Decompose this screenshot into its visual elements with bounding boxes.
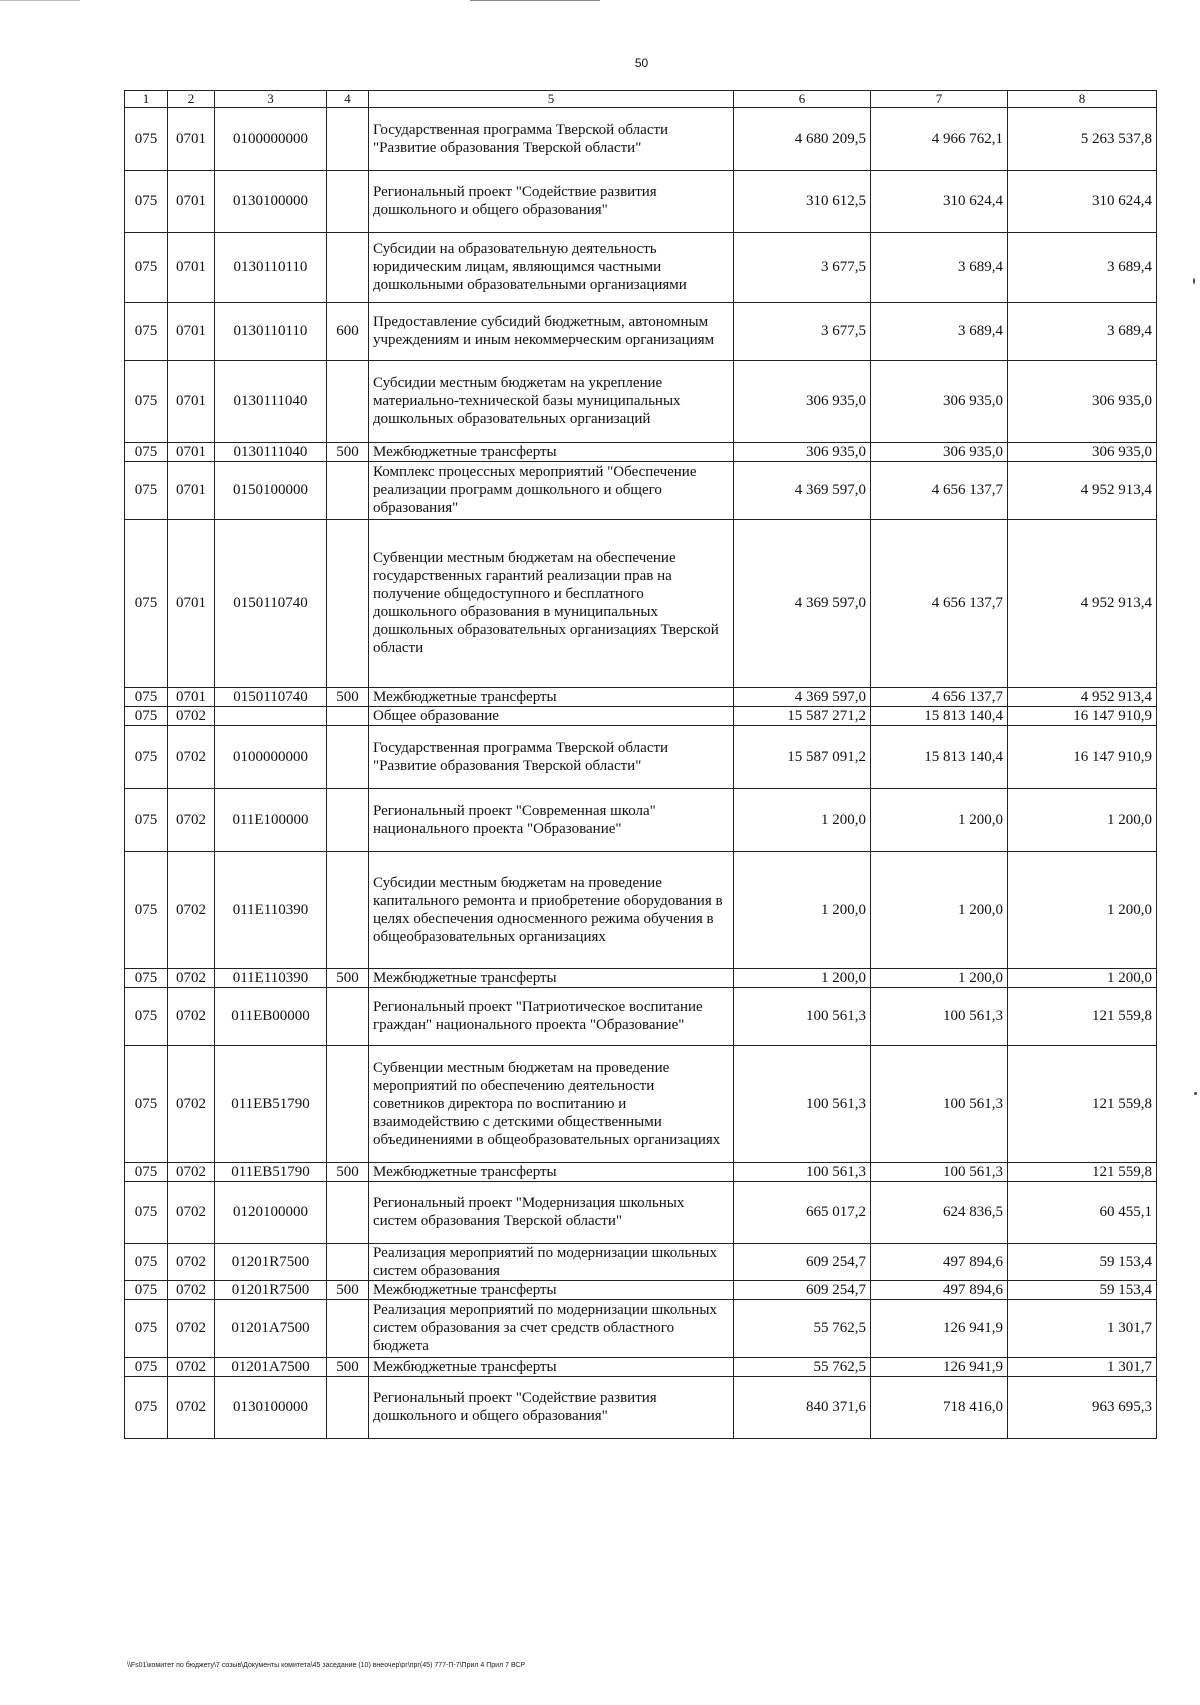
table-row: [125, 788, 1157, 851]
section-code: 0702: [168, 1045, 215, 1162]
expense-type-code: 500: [327, 442, 369, 461]
amount-year-1: 100 561,3: [734, 1045, 871, 1162]
amount-year-2: 1 200,0: [871, 788, 1008, 851]
description: Межбюджетные трансферты: [369, 1357, 734, 1376]
table-row: [125, 725, 1157, 788]
amount-year-3: 16 147 910,9: [1008, 725, 1157, 788]
section-code: 0702: [168, 725, 215, 788]
amount-year-1: 100 561,3: [734, 987, 871, 1045]
budget-chapter-code: 075: [125, 1376, 168, 1438]
budget-table: [124, 90, 1157, 1439]
budget-chapter-code: 075: [125, 851, 168, 968]
footer-file-path: \\Fs01\комитет по бюджету\7 созыв\Документы комитета\45 заседание (10) внеочер\рг\прг(45) 777-П-7\Прил 4 Прил 7 ВСР: [127, 1662, 526, 1669]
amount-year-3: 16 147 910,9: [1008, 706, 1157, 725]
description: Региональный проект "Содействие развития дошкольного и общего образования": [369, 1376, 734, 1438]
description: Субсидии на образовательную деятельность юридическим лицам, являющимся частными дошкольными образовательными организациями: [369, 232, 734, 302]
expense-type-code: [327, 1376, 369, 1438]
amount-year-2: 126 941,9: [871, 1357, 1008, 1376]
amount-year-2: 3 689,4: [871, 302, 1008, 360]
description: Региональный проект "Содействие развития дошкольного и общего образования": [369, 170, 734, 232]
budget-chapter-code: 075: [125, 706, 168, 725]
section-code: 0702: [168, 1376, 215, 1438]
amount-year-2: 1 200,0: [871, 851, 1008, 968]
budget-chapter-code: 075: [125, 1045, 168, 1162]
amount-year-1: 55 762,5: [734, 1299, 871, 1357]
section-code: 0702: [168, 1280, 215, 1299]
expense-type-code: [327, 170, 369, 232]
expense-type-code: [327, 461, 369, 519]
budget-chapter-code: 075: [125, 1162, 168, 1181]
section-code: 0701: [168, 442, 215, 461]
amount-year-1: 100 561,3: [734, 1162, 871, 1181]
expense-type-code: [327, 1243, 369, 1280]
section-code: 0702: [168, 1357, 215, 1376]
budget-chapter-code: 075: [125, 1243, 168, 1280]
expense-type-code: [327, 1045, 369, 1162]
expense-type-code: [327, 788, 369, 851]
target-article-code: 011E110390: [215, 851, 327, 968]
table-row: [125, 1181, 1157, 1243]
description: Региональный проект "Современная школа" национального проекта "Образование": [369, 788, 734, 851]
table-header-row: [125, 91, 1157, 108]
description: Предоставление субсидий бюджетным, автономным учреждениям и иным некоммерческим организациям: [369, 302, 734, 360]
budget-chapter-code: 075: [125, 1280, 168, 1299]
target-article-code: 0130111040: [215, 442, 327, 461]
target-article-code: 01201A7500: [215, 1357, 327, 1376]
description: Общее образование: [369, 706, 734, 725]
table-row: [125, 232, 1157, 302]
column-header: 6: [734, 91, 871, 108]
amount-year-2: 4 656 137,7: [871, 519, 1008, 687]
column-header: 8: [1008, 91, 1157, 108]
table-row: [125, 302, 1157, 360]
target-article-code: 0100000000: [215, 725, 327, 788]
description: Субвенции местным бюджетам на проведение мероприятий по обеспечению деятельности советников директора по воспитанию и взаимодействию с детскими общественными объединениями в общеобразовательных организациях: [369, 1045, 734, 1162]
budget-chapter-code: 075: [125, 987, 168, 1045]
target-article-code: 0130100000: [215, 1376, 327, 1438]
table-row: [125, 1162, 1157, 1181]
expense-type-code: [327, 1299, 369, 1357]
expense-type-code: 600: [327, 302, 369, 360]
scan-edge-mark: [470, 0, 600, 1]
amount-year-1: 4 369 597,0: [734, 687, 871, 706]
table-row: [125, 1376, 1157, 1438]
budget-chapter-code: 075: [125, 1357, 168, 1376]
expense-type-code: [327, 987, 369, 1045]
amount-year-2: 100 561,3: [871, 1045, 1008, 1162]
budget-chapter-code: 075: [125, 725, 168, 788]
expense-type-code: 500: [327, 1280, 369, 1299]
budget-chapter-code: 075: [125, 968, 168, 987]
section-code: 0702: [168, 1299, 215, 1357]
scan-speck: [1193, 278, 1195, 284]
target-article-code: 011E110390: [215, 968, 327, 987]
section-code: 0702: [168, 968, 215, 987]
table-row: [125, 687, 1157, 706]
table-row: [125, 851, 1157, 968]
amount-year-3: 4 952 913,4: [1008, 687, 1157, 706]
amount-year-1: 1 200,0: [734, 788, 871, 851]
target-article-code: 0120100000: [215, 1181, 327, 1243]
section-code: 0702: [168, 987, 215, 1045]
table-body: [125, 107, 1157, 1438]
amount-year-3: 59 153,4: [1008, 1243, 1157, 1280]
budget-chapter-code: 075: [125, 360, 168, 442]
amount-year-3: 1 301,7: [1008, 1357, 1157, 1376]
column-header: 7: [871, 91, 1008, 108]
table-row: [125, 1243, 1157, 1280]
amount-year-3: 3 689,4: [1008, 232, 1157, 302]
amount-year-1: 4 369 597,0: [734, 519, 871, 687]
expense-type-code: [327, 1181, 369, 1243]
table-row: [125, 968, 1157, 987]
amount-year-2: 3 689,4: [871, 232, 1008, 302]
column-header: 3: [215, 91, 327, 108]
amount-year-3: 1 301,7: [1008, 1299, 1157, 1357]
expense-type-code: 500: [327, 968, 369, 987]
budget-chapter-code: 075: [125, 788, 168, 851]
description: Субсидии местным бюджетам на проведение капитального ремонта и приобретение оборудования в целях обеспечения односменного режима обучения в общеобразовательных организациях: [369, 851, 734, 968]
amount-year-3: 59 153,4: [1008, 1280, 1157, 1299]
description: Реализация мероприятий по модернизации школьных систем образования: [369, 1243, 734, 1280]
description: Государственная программа Тверской области "Развитие образования Тверской области": [369, 107, 734, 170]
amount-year-2: 497 894,6: [871, 1243, 1008, 1280]
description: Региональный проект "Патриотическое воспитание граждан" национального проекта "Образование": [369, 987, 734, 1045]
budget-chapter-code: 075: [125, 302, 168, 360]
expense-type-code: [327, 706, 369, 725]
section-code: 0702: [168, 1181, 215, 1243]
amount-year-2: 306 935,0: [871, 360, 1008, 442]
target-article-code: 0150110740: [215, 519, 327, 687]
expense-type-code: [327, 851, 369, 968]
table-row: [125, 170, 1157, 232]
description: Субсидии местным бюджетам на укрепление материально-технической базы муниципальных дошкольных образовательных организаций: [369, 360, 734, 442]
amount-year-2: 15 813 140,4: [871, 725, 1008, 788]
amount-year-1: 15 587 091,2: [734, 725, 871, 788]
amount-year-1: 15 587 271,2: [734, 706, 871, 725]
section-code: 0701: [168, 360, 215, 442]
target-article-code: 01201R7500: [215, 1280, 327, 1299]
amount-year-2: 1 200,0: [871, 968, 1008, 987]
scan-edge-mark: [0, 0, 80, 1]
table-row: [125, 1045, 1157, 1162]
amount-year-2: 4 966 762,1: [871, 107, 1008, 170]
budget-chapter-code: 075: [125, 1299, 168, 1357]
amount-year-1: 609 254,7: [734, 1280, 871, 1299]
section-code: 0701: [168, 232, 215, 302]
target-article-code: 0130110110: [215, 232, 327, 302]
amount-year-3: 306 935,0: [1008, 360, 1157, 442]
budget-chapter-code: 075: [125, 107, 168, 170]
column-header: 4: [327, 91, 369, 108]
expense-type-code: [327, 519, 369, 687]
table-row: [125, 519, 1157, 687]
table-row: [125, 706, 1157, 725]
amount-year-2: 4 656 137,7: [871, 461, 1008, 519]
section-code: 0701: [168, 519, 215, 687]
section-code: 0702: [168, 1162, 215, 1181]
amount-year-2: 15 813 140,4: [871, 706, 1008, 725]
section-code: 0702: [168, 851, 215, 968]
description: Государственная программа Тверской области "Развитие образования Тверской области": [369, 725, 734, 788]
amount-year-1: 4 680 209,5: [734, 107, 871, 170]
section-code: 0701: [168, 107, 215, 170]
budget-chapter-code: 075: [125, 461, 168, 519]
section-code: 0701: [168, 302, 215, 360]
amount-year-1: 4 369 597,0: [734, 461, 871, 519]
amount-year-3: 60 455,1: [1008, 1181, 1157, 1243]
description: Межбюджетные трансферты: [369, 442, 734, 461]
amount-year-3: 121 559,8: [1008, 1045, 1157, 1162]
section-code: 0702: [168, 1243, 215, 1280]
amount-year-1: 55 762,5: [734, 1357, 871, 1376]
column-header: 1: [125, 91, 168, 108]
amount-year-3: 121 559,8: [1008, 1162, 1157, 1181]
amount-year-2: 624 836,5: [871, 1181, 1008, 1243]
amount-year-1: 1 200,0: [734, 851, 871, 968]
section-code: 0702: [168, 788, 215, 851]
amount-year-1: 840 371,6: [734, 1376, 871, 1438]
section-code: 0701: [168, 687, 215, 706]
target-article-code: 011EB51790: [215, 1045, 327, 1162]
amount-year-2: 4 656 137,7: [871, 687, 1008, 706]
target-article-code: 0130111040: [215, 360, 327, 442]
target-article-code: 011EB00000: [215, 987, 327, 1045]
amount-year-1: 665 017,2: [734, 1181, 871, 1243]
amount-year-3: 121 559,8: [1008, 987, 1157, 1045]
section-code: 0702: [168, 706, 215, 725]
budget-chapter-code: 075: [125, 232, 168, 302]
amount-year-2: 497 894,6: [871, 1280, 1008, 1299]
amount-year-1: 609 254,7: [734, 1243, 871, 1280]
amount-year-1: 310 612,5: [734, 170, 871, 232]
description: Межбюджетные трансферты: [369, 1162, 734, 1181]
amount-year-2: 100 561,3: [871, 987, 1008, 1045]
amount-year-3: 4 952 913,4: [1008, 461, 1157, 519]
description: Региональный проект "Модернизация школьных систем образования Тверской области": [369, 1181, 734, 1243]
table-row: [125, 987, 1157, 1045]
target-article-code: 01201R7500: [215, 1243, 327, 1280]
amount-year-1: 3 677,5: [734, 232, 871, 302]
amount-year-1: 3 677,5: [734, 302, 871, 360]
column-header: 2: [168, 91, 215, 108]
amount-year-1: 1 200,0: [734, 968, 871, 987]
section-code: 0701: [168, 461, 215, 519]
scan-speck: [1194, 1092, 1197, 1095]
table-row: [125, 107, 1157, 170]
amount-year-3: 3 689,4: [1008, 302, 1157, 360]
table-row: [125, 461, 1157, 519]
table-row: [125, 1357, 1157, 1376]
description: Комплекс процессных мероприятий "Обеспечение реализации программ дошкольного и общего образования": [369, 461, 734, 519]
amount-year-2: 306 935,0: [871, 442, 1008, 461]
budget-chapter-code: 075: [125, 442, 168, 461]
budget-chapter-code: 075: [125, 519, 168, 687]
target-article-code: 0130100000: [215, 170, 327, 232]
amount-year-2: 718 416,0: [871, 1376, 1008, 1438]
description: Межбюджетные трансферты: [369, 1280, 734, 1299]
table-row: [125, 1280, 1157, 1299]
description: Субвенции местным бюджетам на обеспечение государственных гарантий реализации прав на получение общедоступного и бесплатного дошкольного образования в муниципальных дошкольных образовательных организациях Тверской области: [369, 519, 734, 687]
expense-type-code: [327, 107, 369, 170]
amount-year-3: 963 695,3: [1008, 1376, 1157, 1438]
table-row: [125, 360, 1157, 442]
amount-year-3: 1 200,0: [1008, 968, 1157, 987]
amount-year-2: 126 941,9: [871, 1299, 1008, 1357]
target-article-code: 0130110110: [215, 302, 327, 360]
target-article-code: 01201A7500: [215, 1299, 327, 1357]
expense-type-code: 500: [327, 1357, 369, 1376]
expense-type-code: [327, 725, 369, 788]
amount-year-3: 306 935,0: [1008, 442, 1157, 461]
expense-type-code: 500: [327, 687, 369, 706]
amount-year-3: 310 624,4: [1008, 170, 1157, 232]
amount-year-2: 100 561,3: [871, 1162, 1008, 1181]
expense-type-code: 500: [327, 1162, 369, 1181]
amount-year-3: 5 263 537,8: [1008, 107, 1157, 170]
expense-type-code: [327, 232, 369, 302]
target-article-code: 0150110740: [215, 687, 327, 706]
target-article-code: 0100000000: [215, 107, 327, 170]
page-number: 50: [634, 56, 649, 70]
amount-year-2: 310 624,4: [871, 170, 1008, 232]
budget-chapter-code: 075: [125, 687, 168, 706]
amount-year-1: 306 935,0: [734, 442, 871, 461]
amount-year-3: 4 952 913,4: [1008, 519, 1157, 687]
expense-type-code: [327, 360, 369, 442]
amount-year-3: 1 200,0: [1008, 788, 1157, 851]
description: Межбюджетные трансферты: [369, 687, 734, 706]
section-code: 0701: [168, 170, 215, 232]
description: Реализация мероприятий по модернизации школьных систем образования за счет средств областного бюджета: [369, 1299, 734, 1357]
amount-year-3: 1 200,0: [1008, 851, 1157, 968]
table-row: [125, 442, 1157, 461]
target-article-code: [215, 706, 327, 725]
budget-chapter-code: 075: [125, 170, 168, 232]
description: Межбюджетные трансферты: [369, 968, 734, 987]
target-article-code: 011EB51790: [215, 1162, 327, 1181]
target-article-code: 011E100000: [215, 788, 327, 851]
amount-year-1: 306 935,0: [734, 360, 871, 442]
column-header: 5: [369, 91, 734, 108]
table-row: [125, 1299, 1157, 1357]
budget-chapter-code: 075: [125, 1181, 168, 1243]
target-article-code: 0150100000: [215, 461, 327, 519]
